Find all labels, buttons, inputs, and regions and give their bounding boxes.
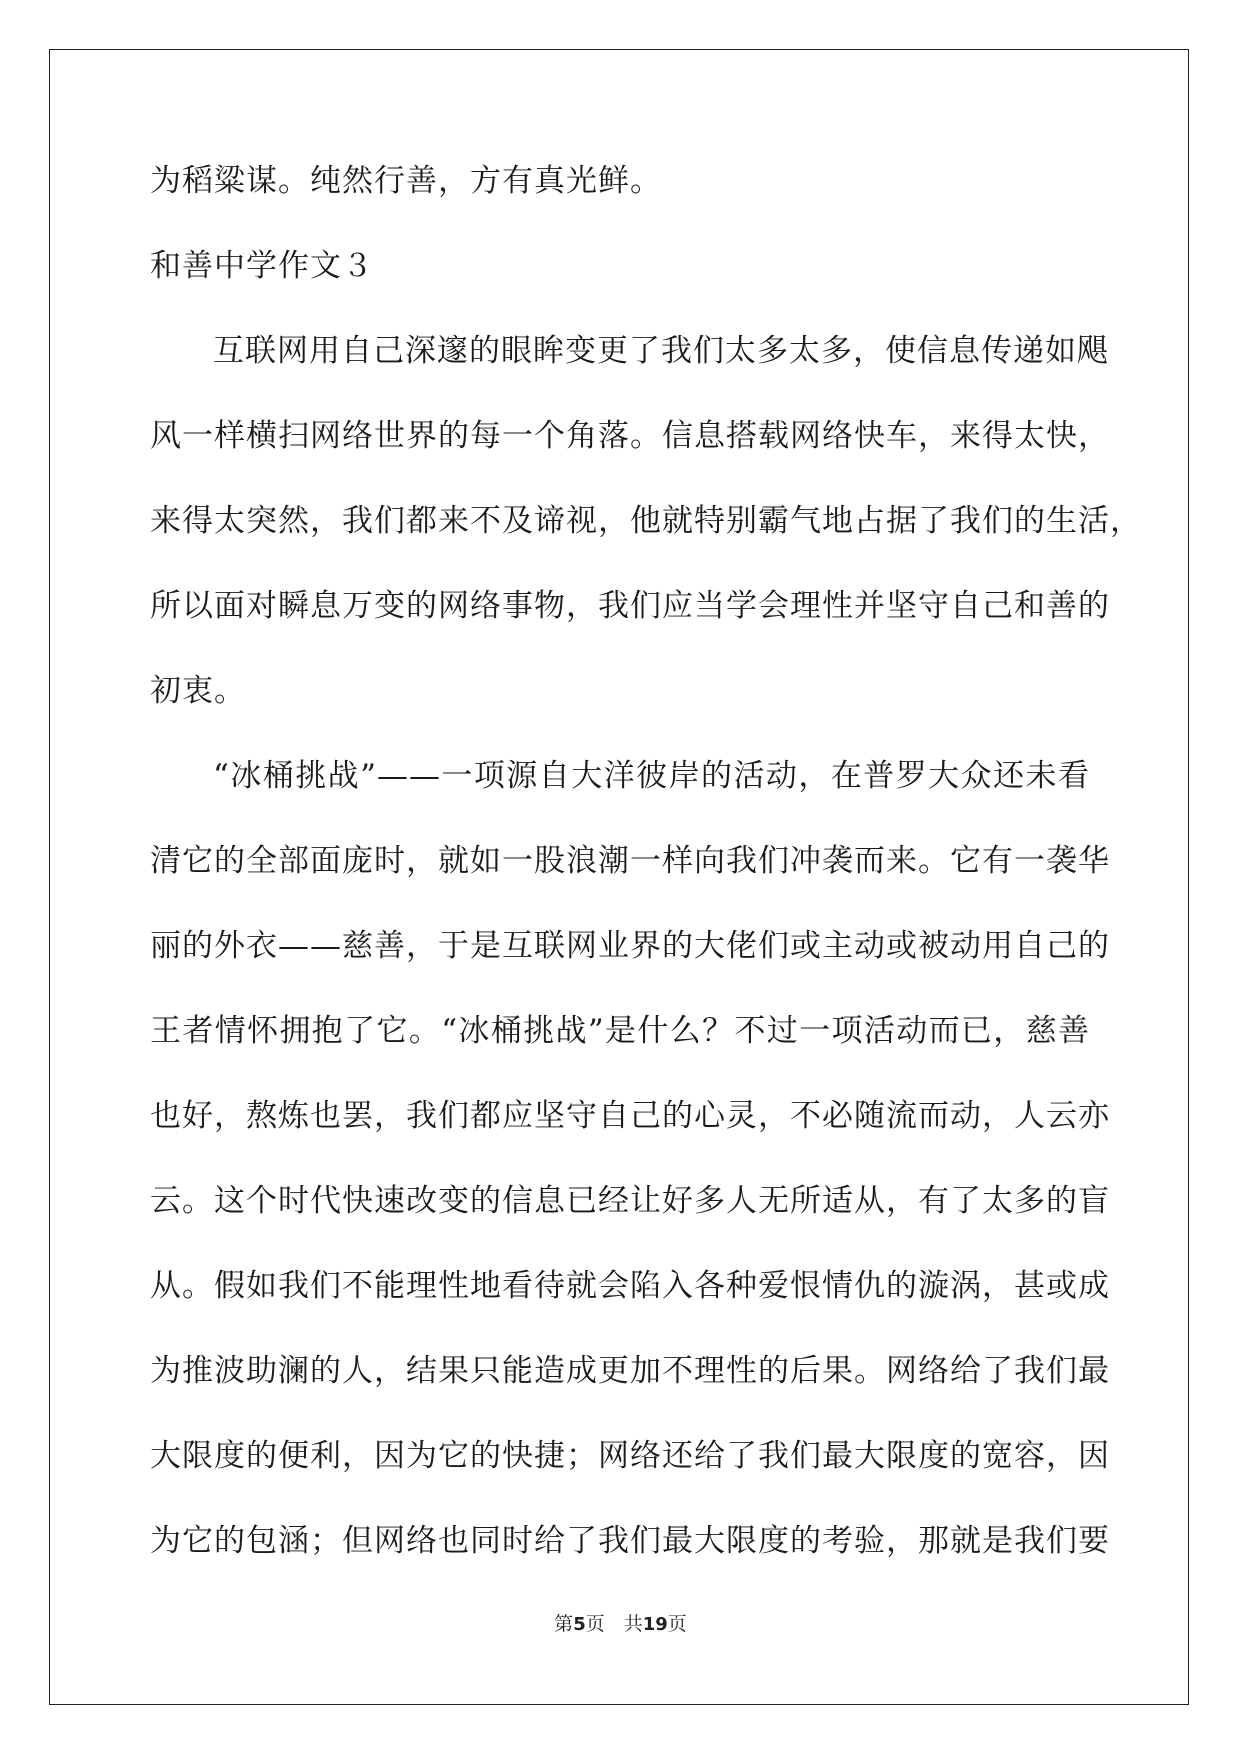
- text-line: 为它的包涵；但网络也同时给了我们最大限度的考验，那就是我们要: [150, 1523, 1110, 1559]
- page-number: 5: [573, 1614, 586, 1635]
- text-line: 风一样横扫网络世界的每一个角落。信息搭载网络快车，来得太快，: [150, 418, 1110, 454]
- text-line: 从。假如我们不能理性地看待就会陷入各种爱恨情仇的漩涡，甚或成: [150, 1268, 1110, 1304]
- text-line: 为推波助澜的人，结果只能造成更加不理性的后果。网络给了我们最: [150, 1353, 1110, 1389]
- text-line: 为稻粱谋。纯然行善，方有真光鲜。: [150, 163, 662, 199]
- footer-suffix: 页: [667, 1613, 687, 1635]
- text-line: 清它的全部面庞时，就如一股浪潮一样向我们冲袭而来。它有一袭华: [150, 843, 1110, 879]
- footer-prefix: 第: [554, 1613, 574, 1635]
- section-heading: 和善中学作文３: [150, 248, 374, 284]
- text-line: 云。这个时代快速改变的信息已经让好多人无所适从，有了太多的盲: [150, 1183, 1110, 1219]
- text-line: “冰桶挑战”——一项源自大洋彼岸的活动，在普罗大众还未看: [213, 758, 1090, 794]
- footer-mid: 页 共: [585, 1613, 643, 1635]
- text-line: 王者情怀拥抱了它。“冰桶挑战”是什么？不过一项活动而已，慈善: [150, 1013, 1090, 1049]
- text-line: 也好，熬炼也罢，我们都应坚守自己的心灵，不必随流而动，人云亦: [150, 1098, 1110, 1134]
- page-footer: [0, 1612, 1241, 1637]
- text-line: 所以面对瞬息万变的网络事物，我们应当学会理性并坚守自己和善的: [150, 588, 1110, 624]
- text-line: 丽的外衣——慈善，于是互联网业界的大佬们或主动或被动用自己的: [150, 928, 1110, 964]
- total-pages: 19: [642, 1614, 668, 1635]
- document-body: [150, 160, 1142, 1605]
- text-line: 初衷。: [150, 673, 246, 709]
- text-line: 大限度的便利，因为它的快捷；网络还给了我们最大限度的宽容，因: [150, 1438, 1110, 1474]
- text-line: 来得太突然，我们都来不及谛视，他就特别霸气地占据了我们的生活，: [150, 503, 1142, 539]
- text-line: 互联网用自己深邃的眼眸变更了我们太多太多，使信息传递如飓: [213, 333, 1109, 369]
